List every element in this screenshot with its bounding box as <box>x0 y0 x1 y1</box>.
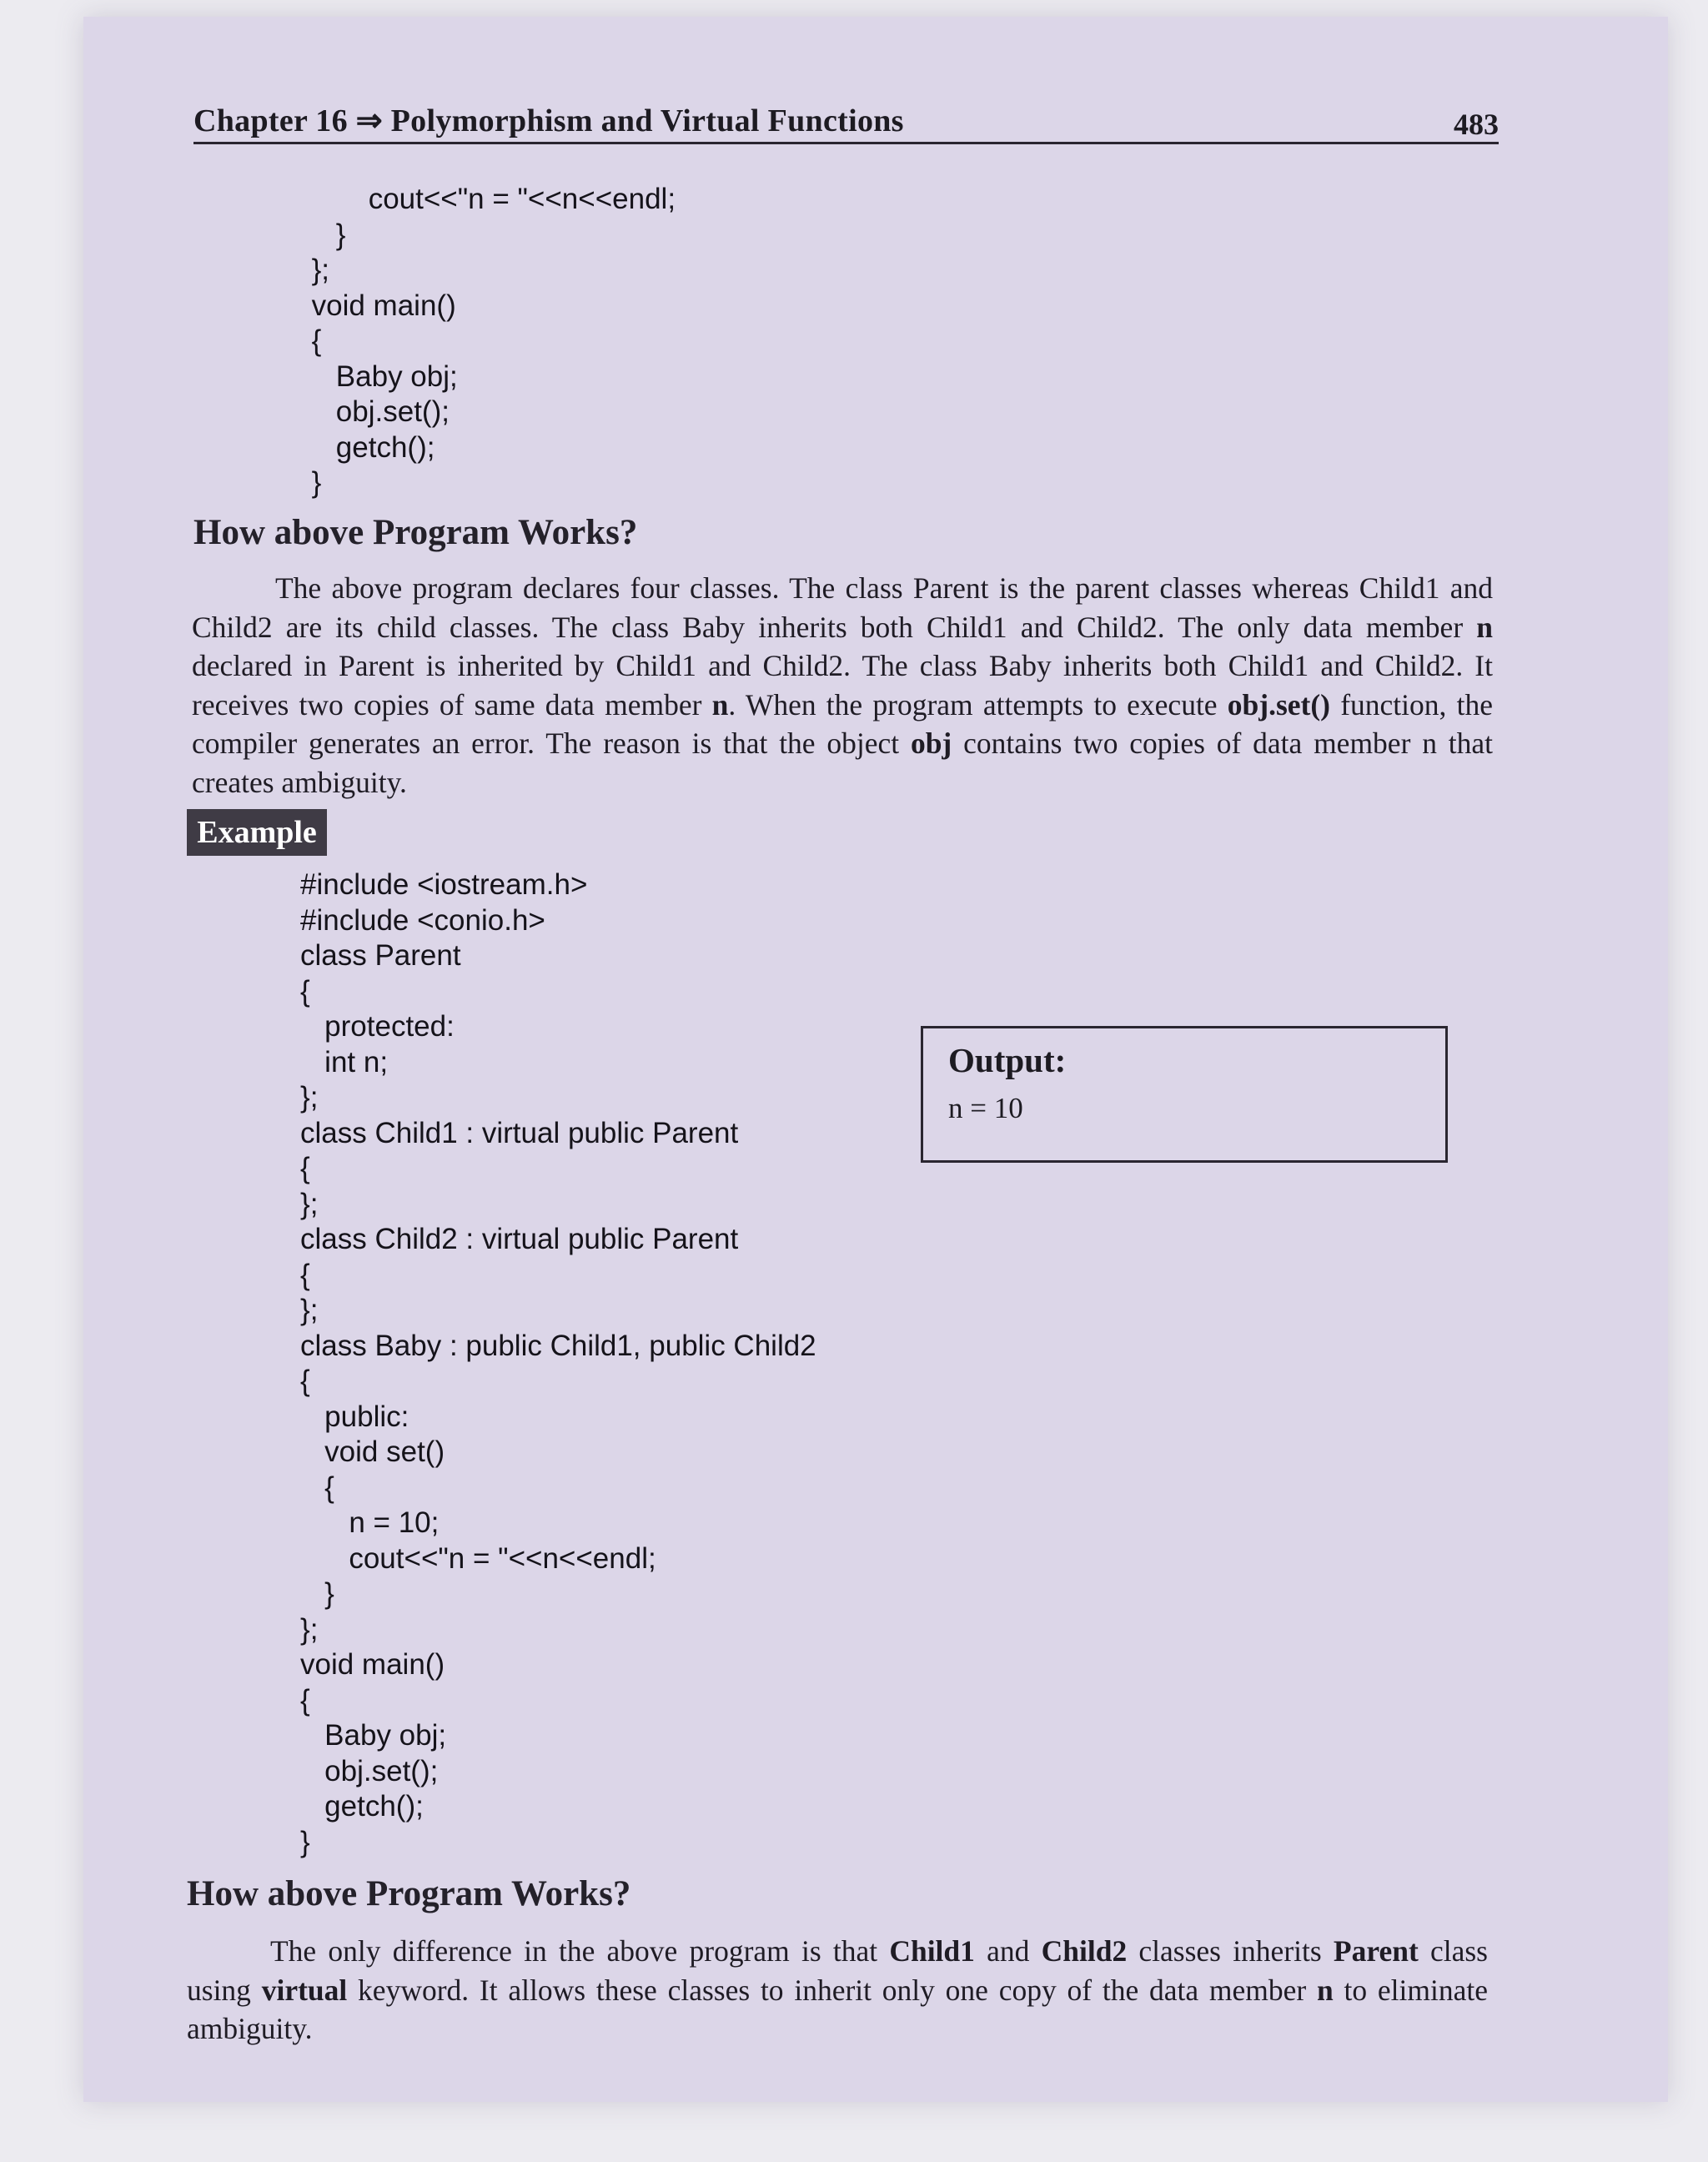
para2-bold-virtual: virtual <box>261 1973 348 2007</box>
output-box <box>921 1026 1448 1163</box>
example-label: Example <box>187 809 327 856</box>
para1-bold-n: n <box>1476 610 1493 644</box>
explanation-paragraph-1 <box>192 569 1493 802</box>
para2-text-5: keyword. It allows these classes to inherit only one copy of the data member <box>347 1973 1317 2007</box>
example-code-listing: #include <iostream.h> #include <conio.h> class Parent { protected: int n; }; class Child1 : virtual public Parent { }; class Child2 : virtual public Parent { }; class Baby : public Child1, public Child2 { public: void set() { n = 10; cout<<"n = "<<n<<endl; } }; void main() { Baby obj; obj.set(); getch(); } <box>300 868 816 1858</box>
para1-text-2: declared in Parent is inherited by Child1 and Child2. The class Baby inherits both Child1 and Child2. It receives two copies of same data member <box>192 649 1493 722</box>
para1-bold-n-2: n <box>711 687 729 722</box>
para1-text-4: function, the compiler generates an error. The reason is that the object <box>192 687 1493 760</box>
para2-bold-n: n <box>1317 1973 1334 2007</box>
para2-bold-child1: Child1 <box>889 1934 975 1968</box>
para2-text-3: classes inherits <box>1127 1934 1334 1968</box>
para1-text-5: contains two copies of data member n that creates ambiguity. <box>192 727 1493 799</box>
para1-text-3: . When the program attempts to execute <box>728 687 1228 722</box>
code-listing-continued: cout<<"n = "<<n<<endl; } }; void main() { Baby obj; obj.set(); getch(); } <box>311 183 676 499</box>
explanation-paragraph-2 <box>187 1932 1488 2049</box>
page-number: 483 <box>1454 108 1499 141</box>
para2-bold-parent: Parent <box>1333 1934 1419 1968</box>
output-title: Output: <box>948 1041 1067 1079</box>
para1-bold-objset: obj.set() <box>1227 687 1331 722</box>
para1-bold-obj: obj <box>910 727 952 760</box>
section-heading-2: How above Program Works? <box>187 1874 631 1913</box>
page-header <box>193 102 1499 144</box>
para2-text-4: class using <box>187 1934 1488 2007</box>
section-heading-1: How above Program Works? <box>193 513 638 552</box>
para2-text-2: and <box>974 1934 1042 1968</box>
para1-text-1: The above program declares four classes. The class Parent is the parent classes whereas Child1 and Child2 are its child classes. The class Baby inherits both Child1 and Child2. The only data member <box>192 571 1493 644</box>
para2-text-1: The only difference in the above program is that <box>270 1934 890 1968</box>
chapter-title: Chapter 16 ⇒ Polymorphism and Virtual Functions <box>193 103 904 138</box>
output-value: n = 10 <box>948 1092 1023 1124</box>
para2-text-6: to eliminate ambiguity. <box>187 1973 1489 2045</box>
para2-bold-child2: Child2 <box>1041 1934 1128 1968</box>
